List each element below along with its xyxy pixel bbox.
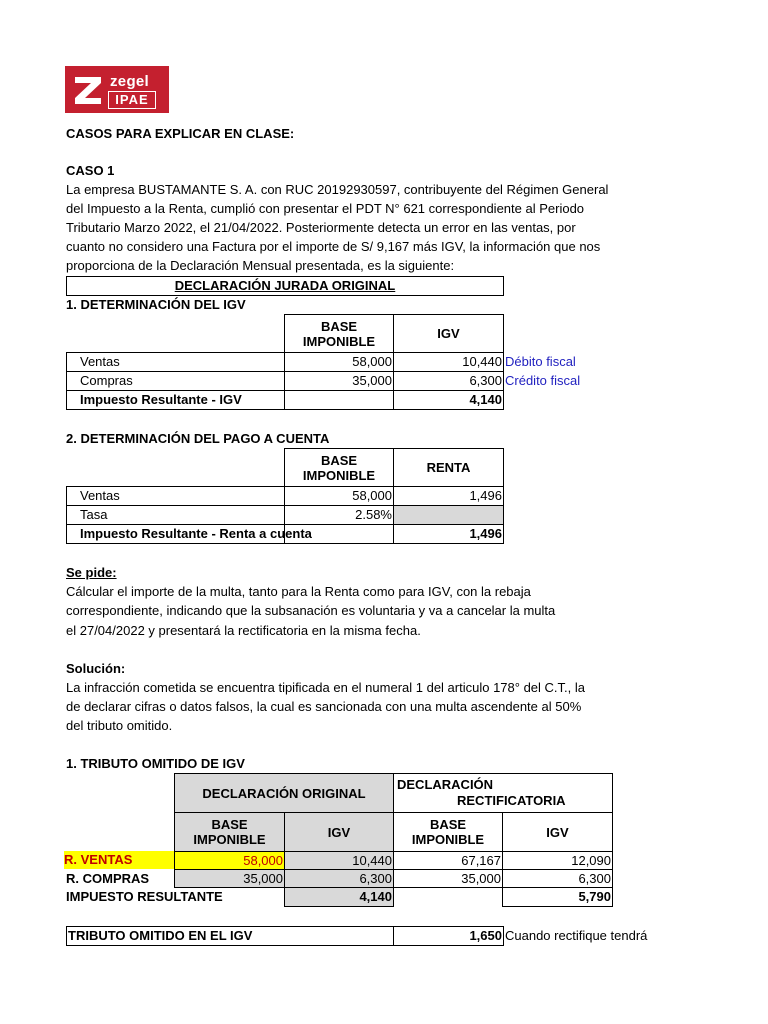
tributo-row-base-original: 35,000 xyxy=(174,869,285,888)
tributo-row-igv-rect: 5,790 xyxy=(502,887,613,907)
declaracion-original-title: DECLARACIÓN JURADA ORIGINAL xyxy=(66,276,504,296)
intro-line: del Impuesto a la Renta, cumplió con presentar el PDT N° 621 correspondiente al Periodo xyxy=(66,201,585,216)
pago-row-label: Ventas xyxy=(66,486,285,506)
intro-line: La empresa BUSTAMANTE S. A. con RUC 20192930597, contribuyente del Régimen General xyxy=(66,182,609,197)
tributo-row-label: IMPUESTO RESULTANTE xyxy=(66,889,223,904)
igv-row-label: Impuesto Resultante - IGV xyxy=(66,390,285,410)
igv-col-base-header: BASE IMPONIBLE xyxy=(284,314,394,353)
igv-row-note: Crédito fiscal xyxy=(505,373,581,388)
pago-row-label: Tasa xyxy=(66,505,285,525)
pago-row-renta: 1,496 xyxy=(393,486,504,506)
pago-col-renta-header: RENTA xyxy=(393,448,504,487)
igv-row-base xyxy=(284,390,394,410)
pago-row-label: Impuesto Resultante - Renta a cuenta xyxy=(80,526,312,541)
solucion-title: Solución: xyxy=(66,661,126,676)
tributo-col-base-original: BASE IMPONIBLE xyxy=(174,812,285,852)
igv-row-label: Compras xyxy=(66,371,285,391)
igv-col-igv-header: IGV xyxy=(393,314,504,353)
zegel-z-icon xyxy=(73,74,105,106)
tributo-col-igv-original: IGV xyxy=(284,812,394,852)
logo-line2: IPAE xyxy=(108,91,156,109)
pago-row-renta xyxy=(393,505,504,525)
igv-row-igv: 10,440 xyxy=(393,352,504,372)
caso-title: CASO 1 xyxy=(66,163,115,178)
igv-row-igv: 6,300 xyxy=(393,371,504,391)
tributo-section-title: 1. TRIBUTO OMITIDO DE IGV xyxy=(66,756,245,771)
igv-row-base: 58,000 xyxy=(284,352,394,372)
tributo-row-base-rect: 35,000 xyxy=(393,869,503,888)
solucion-line: de declarar cifras o datos falsos, la cual es sancionada con una multa ascendente al 50% xyxy=(66,699,582,714)
tributo-row-igv-original: 4,140 xyxy=(284,887,394,907)
logo-line1: zegel xyxy=(110,73,150,90)
tributo-col-base-rect: BASE IMPONIBLE xyxy=(393,812,503,852)
pago-section-title: 2. DETERMINACIÓN DEL PAGO A CUENTA xyxy=(66,431,330,446)
tributo-col-igv-rect: IGV xyxy=(502,812,613,852)
tributo-row-base-original: 58,000 xyxy=(174,851,285,870)
intro-line: cuanto no considero una Factura por el importe de S/ 9,167 más IGV, la información que nos xyxy=(66,239,601,254)
igv-row-base: 35,000 xyxy=(284,371,394,391)
pago-row-base: 2.58% xyxy=(284,505,394,525)
intro-line: proporciona de la Declaración Mensual presentada, es la siguiente: xyxy=(66,258,455,273)
solucion-line: La infracción cometida se encuentra tipificada en el numeral 1 del articulo 178° del C.T., la xyxy=(66,680,585,695)
pago-row-renta: 1,496 xyxy=(393,524,504,544)
intro-line: Tributario Marzo 2022, el 21/04/2022. Posteriormente detecta un error en las ventas, por xyxy=(66,220,576,235)
solucion-line: del tributo omitido. xyxy=(66,718,173,733)
tributo-row-igv-original: 6,300 xyxy=(284,869,394,888)
pago-row-base: 58,000 xyxy=(284,486,394,506)
se-pide-line: el 27/04/2022 y presentará la rectificatoria en la misma fecha. xyxy=(66,623,421,638)
tributo-row-igv-rect: 12,090 xyxy=(502,851,613,870)
se-pide-line: Cálcular el importe de la multa, tanto para la Renta como para IGV, con la rebaja xyxy=(66,584,531,599)
tributo-row-igv-rect: 6,300 xyxy=(502,869,613,888)
tributo-row-label: R. VENTAS xyxy=(64,851,174,869)
tributo-row-label: R. COMPRAS xyxy=(66,871,150,886)
tributo-omitido-note: Cuando rectifique tendrá xyxy=(505,928,648,943)
page-heading: CASOS PARA EXPLICAR EN CLASE: xyxy=(66,126,295,141)
tributo-row-base-rect: 67,167 xyxy=(393,851,503,870)
igv-row-igv: 4,140 xyxy=(393,390,504,410)
tributo-omitido-label: TRIBUTO OMITIDO EN EL IGV xyxy=(66,926,394,946)
header-declaracion-original: DECLARACIÓN ORIGINAL xyxy=(174,773,394,813)
se-pide-line: correspondiente, indicando que la subsanación es voluntaria y va a cancelar la multa xyxy=(66,603,556,618)
header-declaracion-rectificatoria: DECLARACIÓN RECTIFICATORIA xyxy=(393,773,613,813)
tributo-row-igv-original: 10,440 xyxy=(284,851,394,870)
tributo-omitido-value: 1,650 xyxy=(393,926,504,946)
se-pide-title: Se pide: xyxy=(66,565,117,580)
igv-row-label: Ventas xyxy=(66,352,285,372)
igv-row-note: Débito fiscal xyxy=(505,354,576,369)
zegel-ipae-logo xyxy=(65,66,169,113)
igv-section-title: 1. DETERMINACIÓN DEL IGV xyxy=(66,297,246,312)
pago-col-base-header: BASE IMPONIBLE xyxy=(284,448,394,487)
